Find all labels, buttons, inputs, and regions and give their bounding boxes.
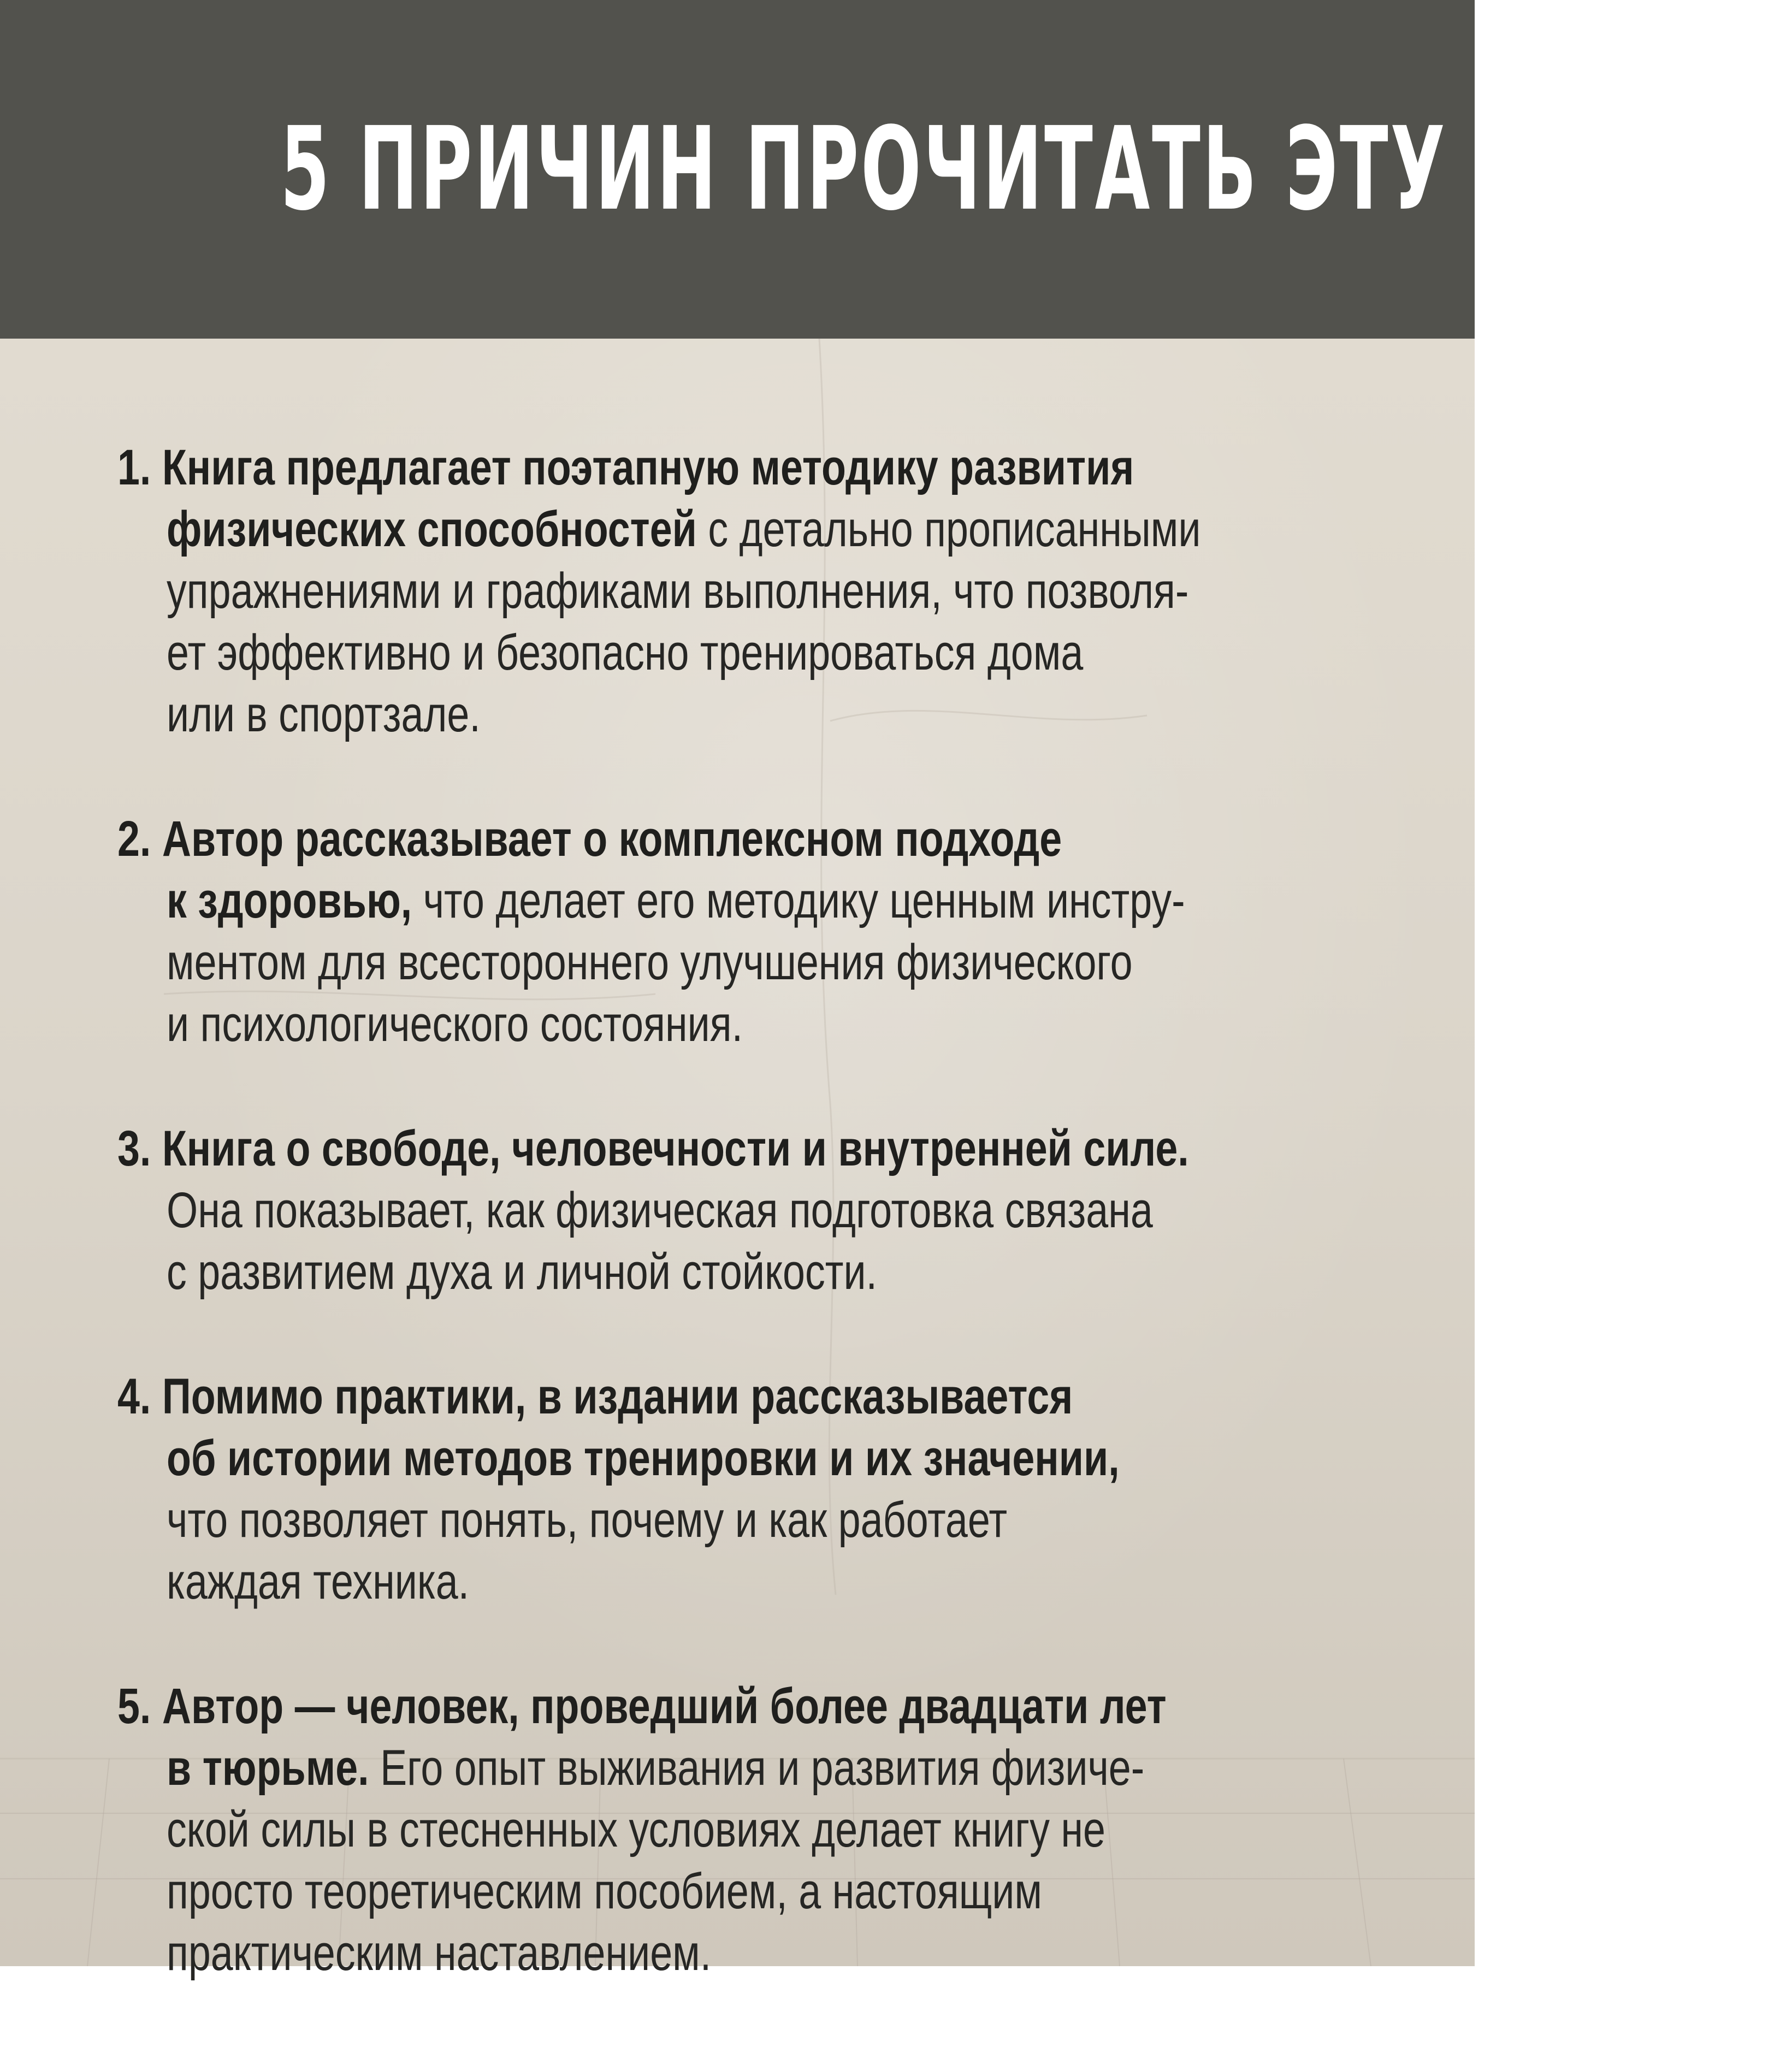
reason-item-4 (117, 1366, 1374, 1613)
bold-text: 3. Книга о свободе, человечности и внутренней силе. (117, 1121, 1189, 1176)
body-text: практическим наставлением. (167, 1925, 712, 1981)
body-text: с детально прописанными (696, 501, 1201, 557)
reasons-list (117, 437, 1374, 2047)
reason-line (167, 1922, 1132, 1984)
reason-item-2 (117, 808, 1374, 1055)
reason-line (167, 1489, 1132, 1551)
reason-line (167, 684, 1132, 746)
bold-text: в тюрьме. (167, 1740, 369, 1796)
bold-text: об истории методов тренировки и их значении, (167, 1430, 1120, 1486)
body-text: или в спортзале. (167, 687, 481, 742)
reason-line (167, 622, 1132, 684)
bold-text: 5. Автор — человек, проведший более двадцати лет (117, 1678, 1167, 1734)
bold-text: 2. Автор рассказывает о комплексном подходе (117, 811, 1062, 867)
reason-line (167, 932, 1132, 993)
bold-text: физических способностей (167, 501, 697, 557)
reason-line (167, 1241, 1132, 1303)
reason-line (117, 1118, 1189, 1180)
reason-item-1 (117, 437, 1374, 746)
body-text: что делает его методику ценным инстру- (412, 873, 1185, 928)
body-text: упражнениями и графиками выполнения, что позволя- (167, 563, 1189, 619)
body-text: просто теоретическим пособием, а настоящим (167, 1863, 1042, 1919)
reason-line (167, 1180, 1153, 1241)
reason-line (167, 870, 1185, 932)
reason-line (117, 1676, 1167, 1737)
body-text: Она показывает, как физическая подготовка связана (167, 1182, 1153, 1238)
reason-line (167, 993, 1132, 1055)
reason-line (167, 499, 1201, 560)
body-text: ет эффективно и безопасно тренироваться дома (167, 625, 1084, 681)
reason-line (167, 1737, 1145, 1799)
reason-line (167, 1428, 1132, 1489)
reason-line (117, 808, 1122, 870)
reason-line (167, 1861, 1132, 1922)
bold-text: к здоровью, (167, 873, 412, 928)
body-text: что позволяет понять, почему и как работает (167, 1492, 1008, 1548)
reason-line (167, 1799, 1132, 1861)
body-text: ской силы в стесненных условиях делает книгу не (167, 1802, 1105, 1857)
reason-line (167, 1551, 1132, 1613)
body-text: ментом для всестороннего улучшения физического (167, 934, 1133, 990)
bold-text: 4. Помимо практики, в издании рассказывается (117, 1369, 1073, 1424)
reason-item-5 (117, 1676, 1374, 1984)
body-text: и психологического состояния. (167, 996, 743, 1052)
reason-line (117, 437, 1134, 499)
body-text: каждая техника. (167, 1554, 470, 1610)
bold-text: 1. Книга предлагает поэтапную методику развития (117, 440, 1134, 495)
reason-item-3 (117, 1118, 1374, 1303)
header-banner (0, 0, 1792, 339)
reason-line (117, 1366, 1122, 1428)
body-text: с развитием духа и личной стойкости. (167, 1244, 878, 1300)
body-text: Его опыт выживания и развития физиче- (369, 1740, 1145, 1796)
page-title: 5 ПРИЧИН ПРОЧИТАТЬ ЭТУ КНИГУ: (280, 102, 1792, 236)
reason-line (167, 560, 1189, 622)
